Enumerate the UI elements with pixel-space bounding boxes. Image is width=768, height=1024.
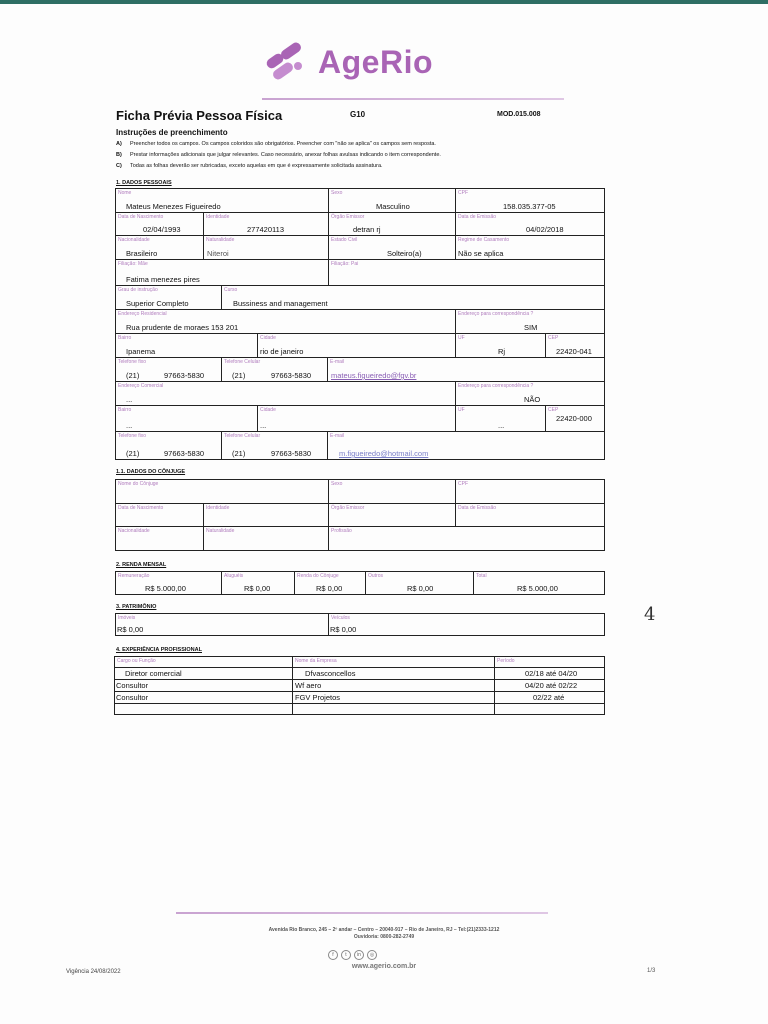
table-row-cargo[interactable] — [115, 680, 293, 692]
field-value: NÃO — [524, 395, 541, 404]
column-label: Nome da Empresa — [295, 658, 337, 664]
footer-ouvidoria: Ouvidoria: 0800-282-2749 — [353, 934, 415, 940]
field-value: R$ 0,00 — [244, 584, 271, 593]
instruction-item — [116, 163, 383, 169]
field-label: CEP — [548, 407, 559, 413]
linkedin-icon[interactable]: in — [354, 950, 364, 960]
field-curso[interactable] — [222, 286, 605, 310]
field-label: Identidade — [206, 505, 230, 511]
field-cpf[interactable] — [456, 189, 605, 213]
field-value: R$ 5.000,00 — [145, 584, 186, 593]
field-correspondencia-comercial[interactable] — [456, 382, 605, 406]
field-value: Niteroi — [207, 249, 229, 258]
field-label: CPF — [458, 190, 468, 196]
field-nascimento-conjuge[interactable] — [116, 504, 204, 527]
field-value: 04/02/2018 — [526, 225, 564, 234]
field-label: Nome — [118, 190, 132, 196]
field-label: Naturalidade — [206, 237, 235, 243]
cell-value: 02/22 até — [533, 693, 565, 702]
field-label: E-mail — [330, 433, 345, 439]
field-uf-comercial[interactable] — [456, 406, 546, 432]
field-value: detran rj — [353, 225, 381, 234]
field-label: Outros — [368, 573, 384, 579]
field-emissao-conjuge[interactable] — [456, 504, 605, 527]
field-value: Mateus Menezes Figueiredo — [126, 202, 221, 211]
agerio-logo-icon — [262, 42, 310, 82]
field-sexo-conjuge[interactable] — [329, 480, 456, 504]
field-value-ddd: (21) — [126, 449, 140, 458]
section-spouse-title: 1.1. DADOS DO CÔNJUGE — [116, 469, 186, 475]
experience-table — [114, 656, 605, 715]
field-value: ... — [260, 421, 267, 430]
field-identidade-conjuge[interactable] — [204, 504, 329, 527]
field-value: Rua prudente de moraes 153 201 — [126, 323, 239, 332]
field-telefone-fixo[interactable] — [116, 358, 222, 382]
field-value: R$ 0,00 — [117, 625, 144, 634]
cell-value: Consultor — [116, 693, 149, 702]
instruction-text: Preencher todos os campos. Os campos coloridos são obrigatórios. Preencher com "não se aplica" os campos sem resposta. — [130, 141, 436, 147]
field-correspondencia-residencial[interactable] — [456, 310, 605, 334]
table-row-empresa[interactable] — [293, 680, 495, 692]
field-value: Não se aplica — [458, 249, 504, 258]
field-value: Solteiro(a) — [387, 249, 422, 258]
field-value: ... — [126, 421, 133, 430]
field-label: Nome do Cônjuge — [118, 481, 159, 487]
field-cep-comercial[interactable] — [546, 406, 605, 432]
email-link[interactable]: mateus.figueiredo@fgv.br — [331, 371, 417, 380]
field-label: Total — [476, 573, 487, 579]
table-row-periodo[interactable] — [495, 680, 605, 692]
field-label: Remuneração — [118, 573, 150, 579]
field-label: Naturalidade — [206, 528, 235, 534]
field-bairro[interactable] — [116, 334, 258, 358]
field-value: Superior Completo — [126, 299, 189, 308]
field-value-ddd: (21) — [232, 371, 246, 380]
field-label: Regime de Casamento — [458, 237, 510, 243]
field-value: 97663-5830 — [164, 449, 205, 458]
field-grau-instrucao[interactable] — [116, 286, 222, 310]
form-model-number: MOD.015.008 — [497, 111, 541, 118]
field-label: Telefone Celular — [224, 433, 261, 439]
field-value: R$ 0,00 — [330, 625, 357, 634]
field-uf[interactable] — [456, 334, 546, 358]
field-value: Masculino — [376, 202, 410, 211]
field-filiacao-mae[interactable] — [116, 260, 329, 286]
cell-value: 02/18 até 04/20 — [525, 669, 578, 678]
field-orgao-conjuge[interactable] — [329, 504, 456, 527]
instruction-letter: C) — [116, 163, 122, 169]
field-value-ddd: (21) — [232, 449, 246, 458]
field-value: Bussiness and management — [233, 299, 328, 308]
field-label: Bairro — [118, 407, 132, 413]
brand-name: AgeRio — [318, 43, 433, 80]
field-outros[interactable] — [366, 572, 474, 594]
field-label: Telefone fixo — [118, 433, 147, 439]
field-label: Grau de instrução — [118, 287, 158, 293]
field-label: Filiação: Mãe — [118, 261, 148, 267]
field-nacionalidade-conjuge[interactable] — [116, 527, 204, 550]
col-header-empresa — [293, 657, 495, 668]
field-label: Cidade — [260, 335, 276, 341]
field-renda-conjuge[interactable] — [295, 572, 366, 594]
table-row-empresa[interactable] — [293, 692, 495, 704]
social-icons — [328, 950, 377, 960]
field-total[interactable] — [474, 572, 605, 594]
instruction-text: Prestar informações adicionais que julgar relevantes. Caso necessário, anexar folhas avulsas indicando o item correspondente. — [130, 152, 441, 158]
field-label: Nacionalidade — [118, 528, 150, 534]
field-label: CEP — [548, 335, 559, 341]
table-row-cargo[interactable] — [115, 668, 293, 680]
field-filiacao-pai[interactable] — [329, 260, 605, 286]
field-nascimento[interactable] — [116, 213, 204, 236]
table-row-empty[interactable] — [495, 704, 605, 714]
form-code: G10 — [350, 110, 366, 119]
section-income-title: 2. RENDA MENSAL — [116, 562, 167, 568]
section-experience-title: 4. EXPERIÊNCIA PROFISSIONAL — [116, 647, 202, 653]
footer-website[interactable]: www.agerio.com.br — [351, 963, 417, 970]
field-sexo[interactable] — [329, 189, 456, 213]
field-naturalidade-conjuge[interactable] — [204, 527, 329, 550]
cell-value: Wf aero — [295, 681, 322, 690]
cell-value: 04/20 até 02/22 — [525, 681, 578, 690]
field-regime-casamento[interactable] — [456, 236, 605, 260]
field-endereco-comercial[interactable] — [116, 382, 456, 406]
field-orgao-emissor[interactable] — [329, 213, 456, 236]
field-label: Data de Emissão — [458, 505, 497, 511]
field-nome[interactable] — [116, 189, 329, 213]
field-nacionalidade[interactable] — [116, 236, 204, 260]
cell-value: Diretor comercial — [125, 669, 182, 678]
column-label: Período — [497, 658, 515, 664]
field-value: R$ 0,00 — [316, 584, 343, 593]
page-number: 1/3 — [647, 968, 656, 974]
field-cpf-conjuge[interactable] — [456, 480, 605, 504]
field-label: Telefone fixo — [118, 359, 147, 365]
field-label: UF — [458, 335, 465, 341]
field-value: 22420-041 — [556, 347, 592, 356]
field-estado-civil[interactable] — [329, 236, 456, 260]
field-value: Brasileiro — [126, 249, 158, 258]
field-label: Profissão — [331, 528, 352, 534]
instruction-text: Todas as folhas deverão ser rubricadas, exceto aquelas em que é expressamente solicitada assinatura. — [130, 163, 383, 169]
income-grid — [115, 571, 605, 595]
agerio-logo — [262, 42, 433, 82]
field-veiculos[interactable] — [329, 614, 605, 635]
instructions-title: Instruções de preenchimento — [116, 128, 228, 137]
field-value: 02/04/1993 — [143, 225, 181, 234]
instruction-item — [116, 141, 436, 147]
footer-address: Avenida Rio Branco, 245 – 2º andar – Centro – 20040-917 – Rio de Janeiro, RJ – Tel:(21)2333-1212 — [268, 927, 500, 933]
field-alugueis[interactable] — [222, 572, 295, 594]
field-label: E-mail — [330, 359, 345, 365]
field-label: Veículos — [331, 615, 350, 621]
field-value: ... — [498, 421, 505, 430]
field-value: Ipanema — [126, 347, 156, 356]
table-row-empresa[interactable] — [293, 668, 495, 680]
field-label: Estado Civil — [331, 237, 358, 243]
section-personal-title: 1. DADOS PESSOAIS — [116, 180, 172, 186]
field-value: rio de janeiro — [260, 347, 304, 356]
header-divider — [262, 98, 564, 100]
field-label: Órgão Emissor — [331, 505, 365, 511]
table-row-periodo[interactable] — [495, 668, 605, 680]
field-label: Data de Emissão — [458, 214, 497, 220]
field-email[interactable] — [328, 358, 605, 382]
field-label: Curso — [224, 287, 238, 293]
field-label: Aluguéis — [224, 573, 244, 579]
field-nome-conjuge[interactable] — [116, 480, 329, 504]
field-label: Identidade — [206, 214, 230, 220]
col-header-cargo — [115, 657, 293, 668]
field-label: UF — [458, 407, 465, 413]
handwritten-mark: 4 — [644, 604, 656, 625]
instruction-letter: A) — [116, 141, 122, 147]
field-value: 97663-5830 — [271, 449, 312, 458]
section-assets-title: 3. PATRIMÔNIO — [116, 604, 157, 610]
field-value-ddd: (21) — [126, 371, 140, 380]
field-telefone-fixo-comercial[interactable] — [116, 432, 222, 459]
field-label: Bairro — [118, 335, 132, 341]
column-label: Cargo ou Função — [117, 658, 156, 664]
footer-divider — [176, 912, 548, 914]
field-label: Telefone Celular — [224, 359, 261, 365]
cell-value: FGV Projetos — [295, 693, 341, 702]
field-value: 158.035.377-05 — [503, 202, 556, 211]
facebook-icon[interactable]: f — [328, 950, 338, 960]
field-value: ... — [126, 395, 133, 404]
table-row-periodo[interactable] — [495, 692, 605, 704]
field-label: Órgão Emissor — [331, 214, 365, 220]
field-telefone-celular[interactable] — [222, 358, 328, 382]
field-naturalidade[interactable] — [204, 236, 329, 260]
field-email-comercial[interactable] — [328, 432, 605, 459]
field-value: Rj — [498, 347, 506, 356]
twitter-icon[interactable]: t — [341, 950, 351, 960]
field-label: Data de Nascimento — [118, 214, 164, 220]
field-label: Nacionalidade — [118, 237, 150, 243]
field-cep[interactable] — [546, 334, 605, 358]
field-label: Endereço Residencial — [118, 311, 167, 317]
field-value: 97663-5830 — [164, 371, 205, 380]
field-value: R$ 0,00 — [407, 584, 434, 593]
instagram-icon[interactable]: ◎ — [367, 950, 377, 960]
field-endereco-residencial[interactable] — [116, 310, 456, 334]
field-identidade[interactable] — [204, 213, 329, 236]
scan-edge — [0, 0, 768, 4]
field-remuneracao[interactable] — [116, 572, 222, 594]
field-telefone-celular-comercial[interactable] — [222, 432, 328, 459]
field-label: Sexo — [331, 481, 343, 487]
field-value: SIM — [524, 323, 538, 332]
form-title: Ficha Prévia Pessoa Física — [116, 108, 283, 123]
field-label: Endereço para correspondência ? — [458, 311, 534, 317]
table-row-cargo[interactable] — [115, 692, 293, 704]
field-value: Fatima menezes pires — [126, 275, 200, 284]
email-link[interactable]: m.figueiredo@hotmail.com — [339, 449, 429, 458]
field-label: Filiação: Pai — [331, 261, 359, 267]
instruction-letter: B) — [116, 152, 122, 158]
field-imoveis[interactable] — [116, 614, 329, 635]
field-label: Endereço Comercial — [118, 383, 164, 389]
field-label: Sexo — [331, 190, 343, 196]
field-label: Imóveis — [118, 615, 136, 621]
field-bairro-comercial[interactable] — [116, 406, 258, 432]
table-row-empty[interactable] — [293, 704, 495, 714]
spouse-data-grid — [115, 479, 605, 551]
field-cidade[interactable] — [258, 334, 456, 358]
assets-grid — [115, 613, 605, 636]
cell-value: Dfvasconcellos — [305, 669, 356, 678]
field-label: CPF — [458, 481, 468, 487]
field-cidade-comercial[interactable] — [258, 406, 456, 432]
instruction-item — [116, 152, 441, 158]
field-label: Renda do Cônjuge — [297, 573, 339, 579]
col-header-periodo — [495, 657, 605, 668]
field-value: 22420-000 — [556, 414, 592, 423]
footer-vigencia: Vigência 24/08/2022 — [66, 969, 121, 975]
field-value: 97663-5830 — [271, 371, 312, 380]
field-value: R$ 5.000,00 — [517, 584, 558, 593]
field-data-emissao[interactable] — [456, 213, 605, 236]
cell-value: Consultor — [116, 681, 149, 690]
field-profissao-conjuge[interactable] — [329, 527, 605, 550]
field-value: 277420113 — [247, 225, 284, 234]
table-row-empty[interactable] — [115, 704, 293, 714]
field-label: Cidade — [260, 407, 276, 413]
personal-data-grid — [115, 188, 605, 460]
field-label: Data de Nascimento — [118, 505, 164, 511]
field-label: Endereço para correspondência ? — [458, 383, 534, 389]
